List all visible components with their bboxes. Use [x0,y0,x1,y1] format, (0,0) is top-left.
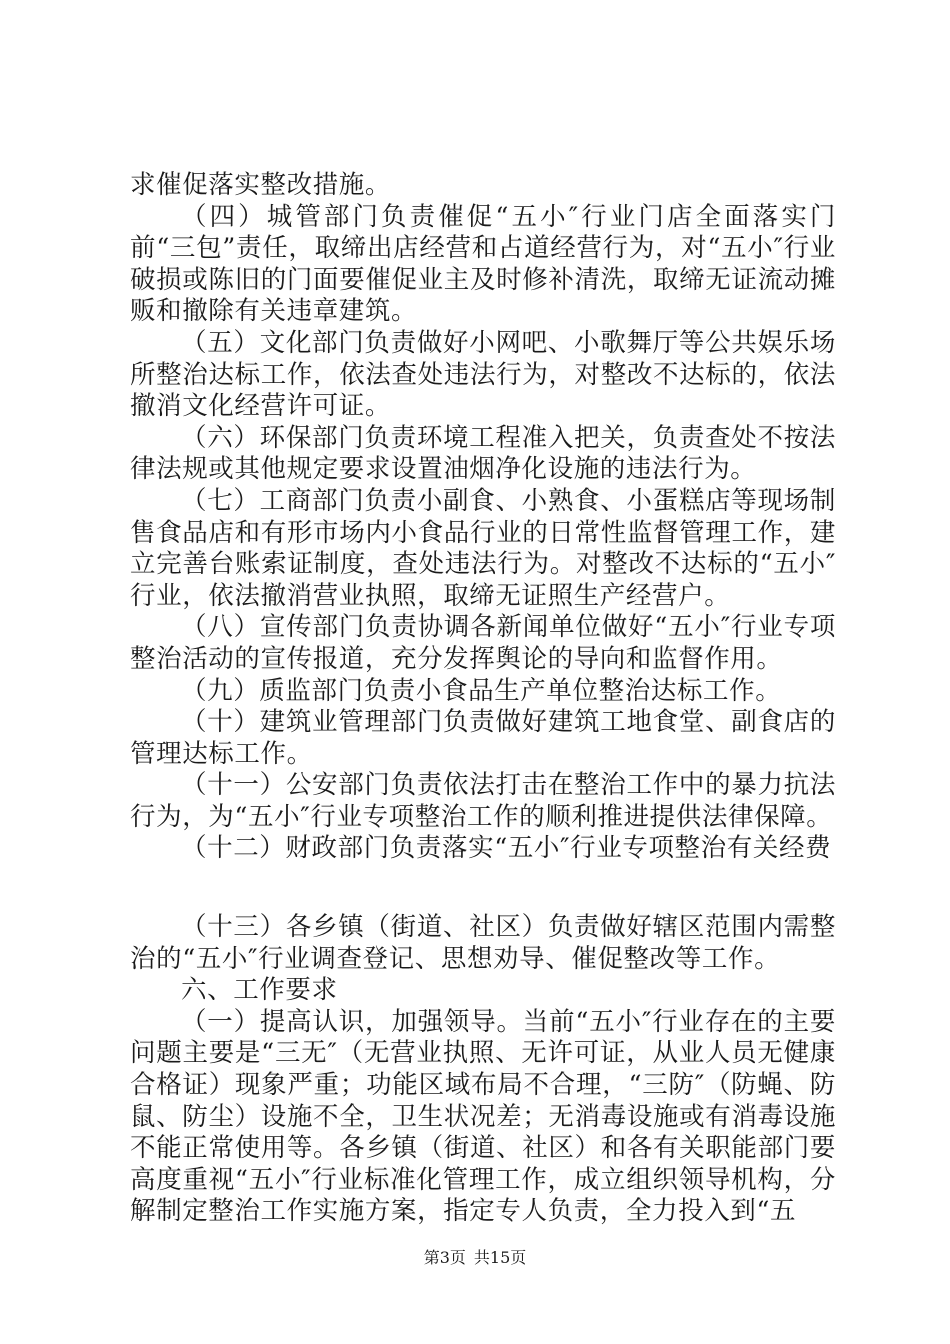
paragraph-item-13: （十三）各乡镇（街道、社区）负责做好辖区范围内需整治的“五小″行业调查登记、思想劝导、催促整改等工作。 [130,912,836,974]
paragraph-item-7: （七）工商部门负责小副食、小熟食、小蛋糕店等现场制售食品店和有形市场内小食品行业的日常性监督管理工作，建立完善台账索证制度，查处违法行为。对整改不达标的“五小″行业，依法撤消营业执照，取缔无证照生产经营户。 [130,485,836,611]
section-heading: 六、工作要求 [181,975,338,1006]
paragraph-item-11: （十一）公安部门负责依法打击在整治工作中的暴力抗法行为，为“五小″行业专项整治工作的顺利推进提供法律保障。 [130,770,836,832]
paragraph-item-8: （八）宣传部门负责协调各新闻单位做好“五小″行业专项整治活动的宣传报道，充分发挥舆论的导向和监督作用。 [130,612,836,674]
paragraph-item-5: （五）文化部门负责做好小网吧、小歌舞厅等公共娱乐场所整治达标工作，依法查处违法行为，对整改不达标的，依法撤消文化经营许可证。 [130,327,836,422]
paragraph-gap [130,865,836,912]
page-total: 共15页 [473,1248,527,1267]
page-number: 第3页 [423,1248,466,1267]
paragraph-item-12: （十二）财政部门负责落实“五小″行业专项整治有关经费 [181,833,832,864]
document-body [130,170,836,1228]
paragraph-item-10: （十）建筑业管理部门负责做好建筑工地食堂、副食店的管理达标工作。 [130,707,836,769]
paragraph-requirement-1: （一）提高认识，加强领导。当前“五小″行业存在的主要问题主要是“三无″（无营业执照、无许可证，从业人员无健康合格证）现象严重；功能区域布局不合理，“三防″（防蝇、防鼠、防尘）设施不全，卫生状况差；无消毒设施或有消毒设施不能正常使用等。各乡镇（街道、社区）和各有关职能部门要高度重视“五小″行业标准化管理工作，成立组织领导机构，分解制定整治工作实施方案，指定专人负责，全力投入到“五 [130,1006,836,1227]
paragraph-item-9: （九）质监部门负责小食品生产单位整治达标工作。 [181,675,782,706]
paragraph-item-4: （四）城管部门负责催促“五小″行业门店全面落实门前“三包”责任，取缔出店经营和占道经营行为，对“五小″行业破损或陈旧的门面要催促业主及时修补清洗，取缔无证流动摊贩和撤除有关违章建筑。 [130,201,836,327]
paragraph-continuation: 求催促落实整改措施。 [130,170,392,200]
paragraph-item-6: （六）环保部门负责环境工程准入把关，负责查处不按法律法规或其他规定要求设置油烟净化设施的违法行为。 [130,422,836,485]
page-footer [0,1248,950,1268]
